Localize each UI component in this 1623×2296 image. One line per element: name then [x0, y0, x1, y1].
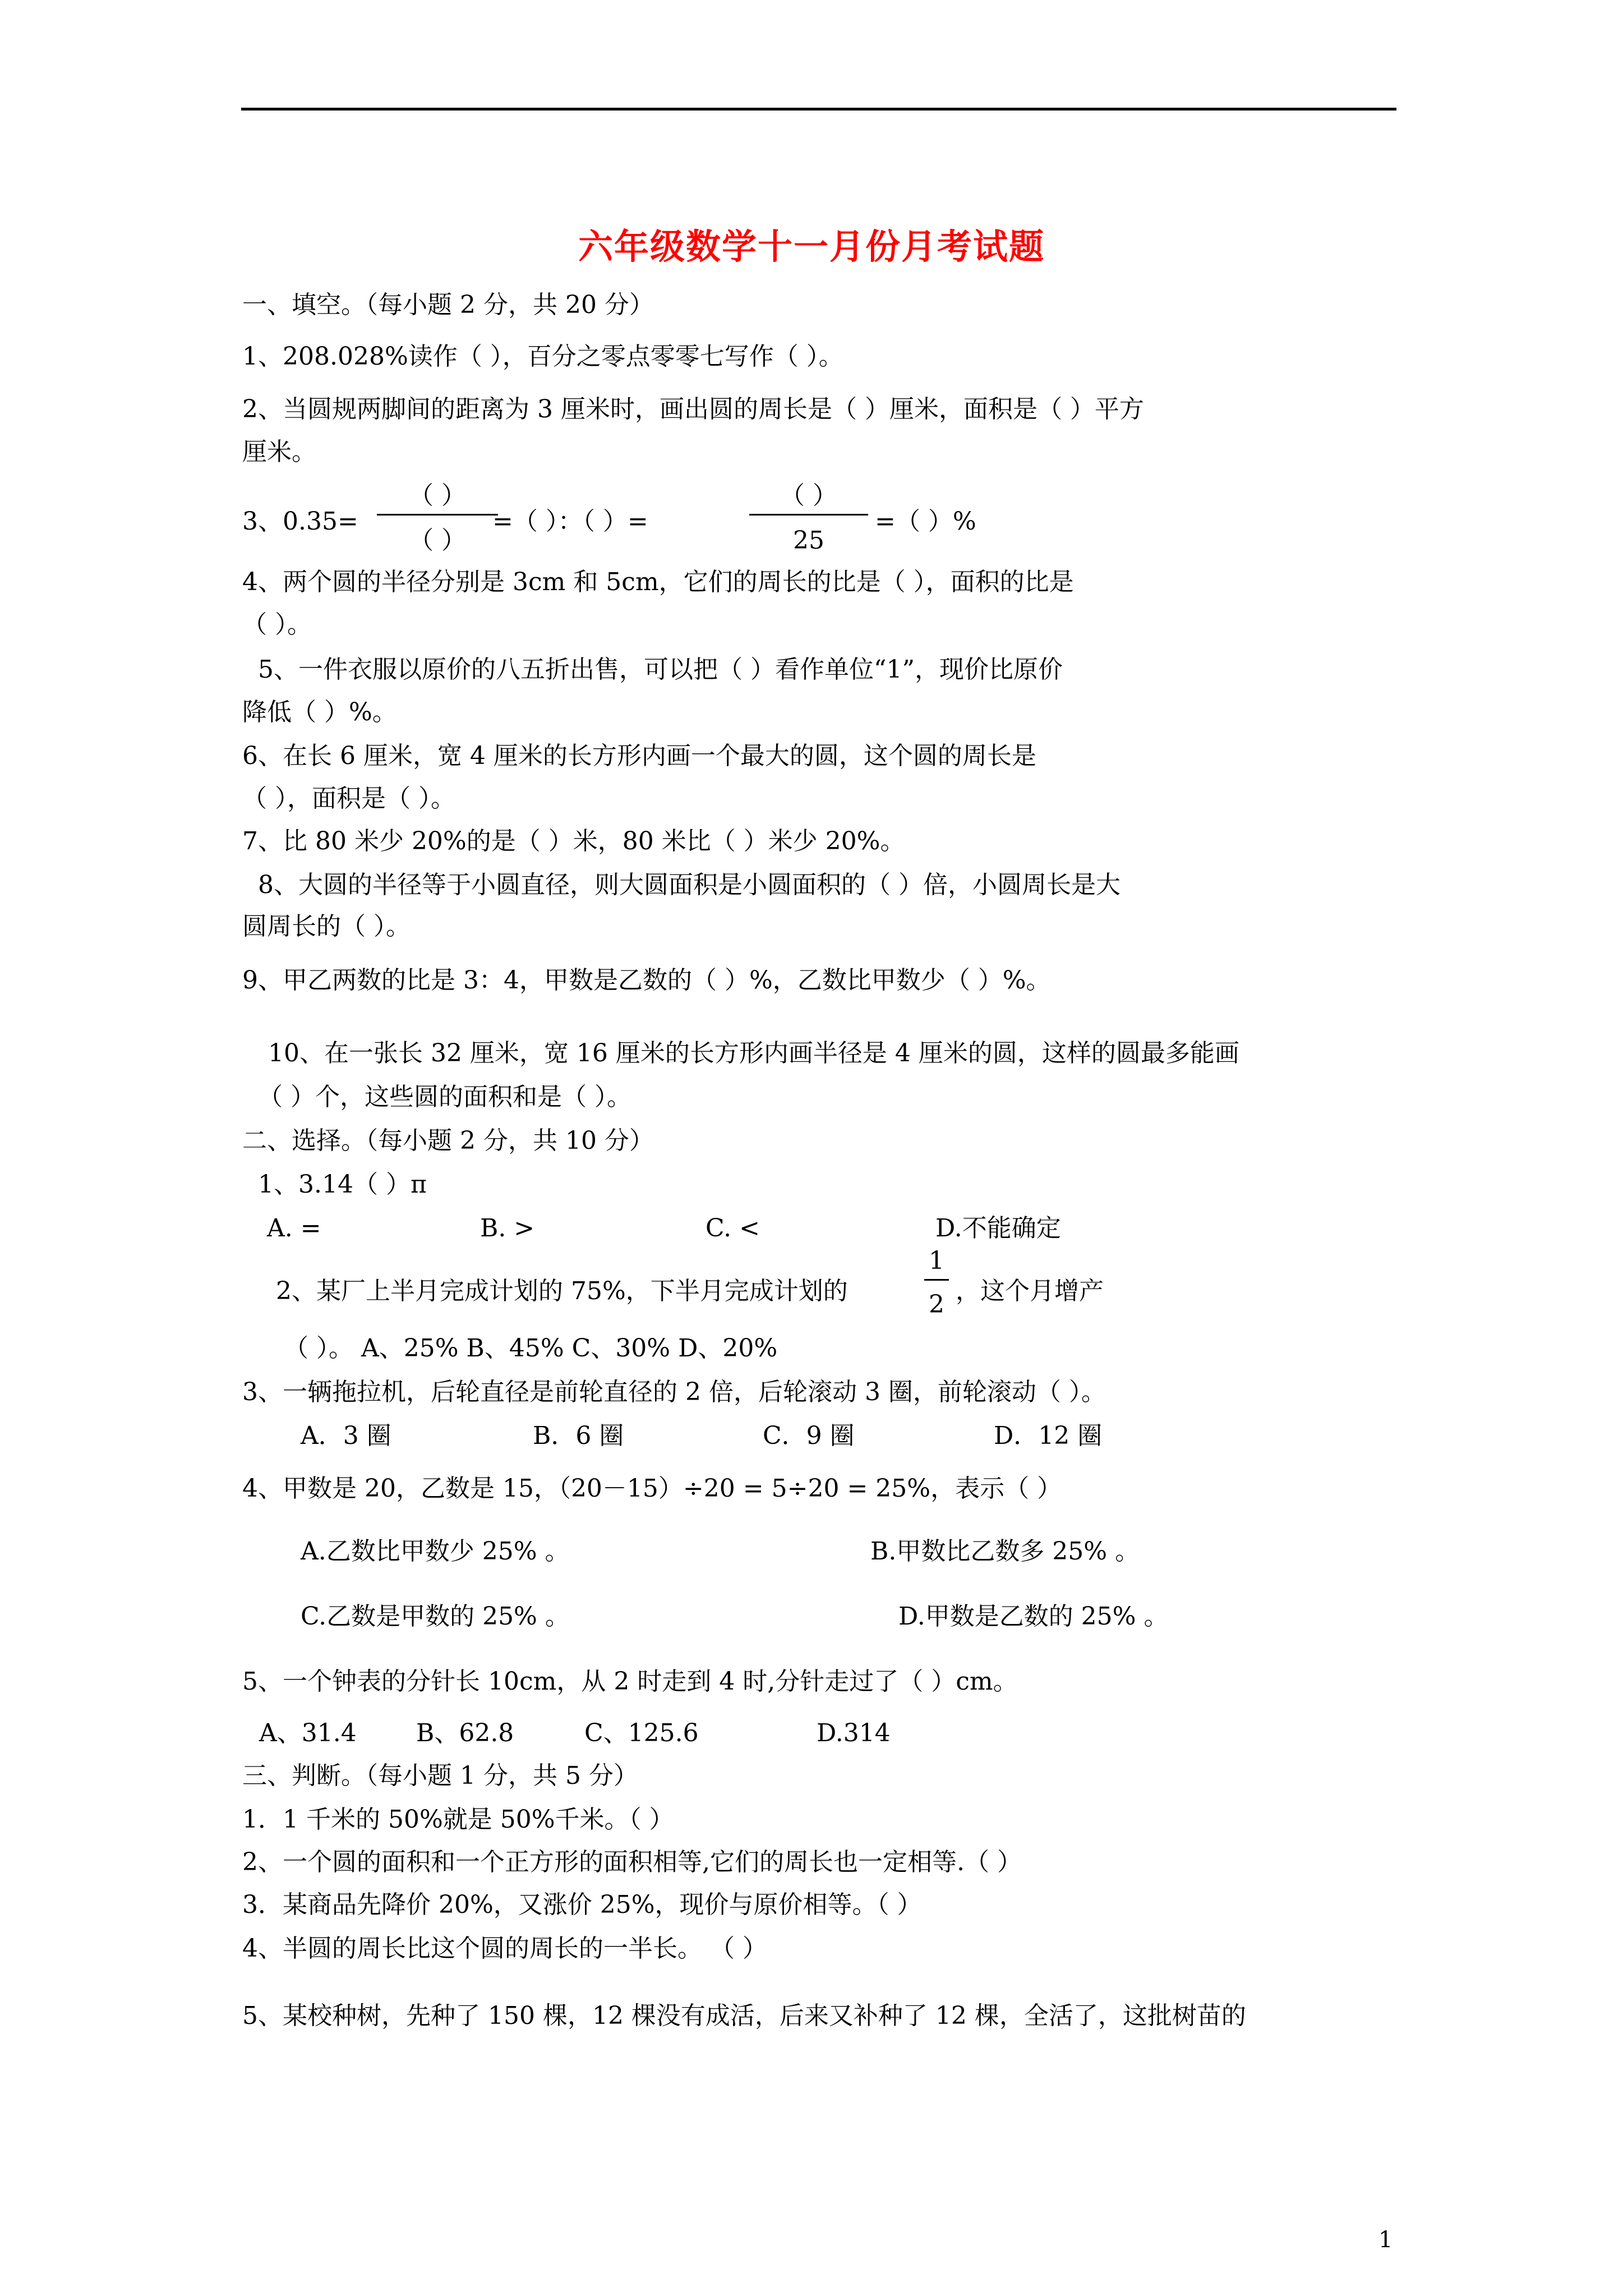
s2-q5-option-a: A、31.4: [259, 1719, 357, 1747]
s1-question-3-middle: =（ ）：（ ）=: [492, 507, 648, 536]
s1-question-3-prefix: 3、0.35=: [242, 507, 358, 536]
q3-fraction1-numerator: （ ）: [409, 481, 466, 510]
s2-q5-option-c: C、125.6: [584, 1719, 699, 1747]
s2-q3-option-c: C．9 圈: [763, 1421, 855, 1450]
q2-fraction-denominator: 2: [929, 1290, 944, 1319]
s1-question-2-cont: 厘米。: [242, 438, 316, 466]
s2-q1-option-d: D.不能确定: [935, 1214, 1061, 1243]
s2-q4-option-d: D.甲数是乙数的 25% 。: [898, 1602, 1169, 1631]
s3-question-4: 4、半圆的周长比这个圆的周长的一半长。 （ ）: [242, 1934, 767, 1963]
s1-question-2: 2、当圆规两脚间的距离为 3 厘米时，画出圆的周长是（ ）厘米，面积是（ ）平方: [242, 395, 1144, 424]
s2-q3-option-b: B．6 圈: [533, 1421, 624, 1450]
s1-question-4-cont: （ ）。: [242, 610, 312, 639]
s1-question-7: 7、比 80 米少 20%的是（ ）米，80 米比（ ）米少 20%。: [242, 827, 905, 855]
s1-question-4: 4、两个圆的半径分别是 3cm 和 5cm，它们的周长的比是（ ），面积的比是: [242, 568, 1074, 596]
s1-question-3-suffix: =（ ）%: [875, 507, 976, 536]
s3-question-1: 1．1 千米的 50%就是 50%千米。（ ）: [242, 1805, 674, 1834]
s2-q4-option-c: C.乙数是甲数的 25% 。: [301, 1602, 570, 1631]
s2-question-3: 3、一辆拖拉机，后轮直径是前轮直径的 2 倍，后轮滚动 3 圈，前轮滚动（ ）。: [242, 1378, 1106, 1406]
s2-question-2-tail: ，这个月增产: [956, 1277, 1104, 1305]
s2-q3-option-a: A．3 圈: [301, 1421, 391, 1450]
q3-fraction2-denominator: 25: [793, 526, 824, 555]
s3-question-3: 3．某商品先降价 20%，又涨价 25%，现价与原价相等。（ ）: [242, 1890, 922, 1919]
s1-question-8-cont: 圆周长的（ ）。: [242, 912, 411, 941]
s2-q1-option-c: C. <: [706, 1214, 760, 1243]
section1-heading: 一、填空。（每小题 2 分，共 20 分）: [242, 291, 654, 319]
s2-question-5: 5、一个钟表的分针长 10cm，从 2 时走到 4 时,分针走过了（ ）cm。: [242, 1667, 1018, 1696]
page-number: 1: [1378, 2227, 1393, 2253]
s3-question-5: 5、某校种树，先种了 150 棵，12 棵没有成活，后来又补种了 12 棵，全活了，这批树苗的: [242, 2001, 1246, 2030]
s1-question-6: 6、在长 6 厘米，宽 4 厘米的长方形内画一个最大的圆，这个圆的周长是: [242, 742, 1036, 770]
s2-q5-option-d: D.314: [817, 1719, 891, 1747]
q3-fraction2-bar: [749, 514, 868, 516]
s1-question-5-cont: 降低（ ）%。: [242, 698, 397, 726]
s1-question-10: 10、在一张长 32 厘米，宽 16 厘米的长方形内画半径是 4 厘米的圆，这样的圆最多能画: [268, 1039, 1239, 1068]
s1-question-1: 1、208.028%读作（ ），百分之零点零零七写作（ ）。: [242, 342, 843, 371]
q2-fraction-bar: [924, 1279, 949, 1281]
s1-question-6-cont: （ ），面积是（ ）。: [242, 784, 455, 813]
s2-q1-option-b: B. >: [480, 1214, 535, 1243]
s2-q3-option-d: D．12 圈: [994, 1421, 1103, 1450]
s2-question-2-options: （ ）。 A、25% B、45% C、30% D、20%: [284, 1334, 778, 1363]
q2-fraction-numerator: 1: [929, 1246, 944, 1275]
header-rule: [241, 108, 1396, 111]
s1-question-9: 9、甲乙两数的比是 3：4，甲数是乙数的（ ）%，乙数比甲数少（ ）%。: [242, 966, 1051, 995]
q3-fraction1-bar: [377, 514, 498, 516]
s1-question-5: 5、一件衣服以原价的八五折出售，可以把（ ）看作单位“1”，现价比原价: [258, 655, 1063, 684]
s2-question-4: 4、甲数是 20，乙数是 15，（20－15）÷20 = 5÷20 = 25%，表示（ ）: [242, 1474, 1062, 1503]
s2-q4-option-a: A.乙数比甲数少 25% 。: [301, 1537, 570, 1566]
q3-fraction1-denominator: （ ）: [409, 526, 466, 555]
section2-heading: 二、选择。（每小题 2 分，共 10 分）: [242, 1126, 654, 1155]
exam-title: 六年级数学十一月份月考试题: [578, 226, 1045, 267]
s3-question-2: 2、一个圆的面积和一个正方形的面积相等,它们的周长也一定相等.（ ）: [242, 1848, 1022, 1876]
s2-q4-option-b: B.甲数比乙数多 25% 。: [870, 1537, 1140, 1566]
s1-question-10-cont: （ ）个，这些圆的面积和是（ ）。: [258, 1083, 631, 1111]
s2-q5-option-b: B、62.8: [416, 1719, 514, 1747]
s2-q1-option-a: A. =: [267, 1214, 321, 1243]
q3-fraction2-numerator: （ ）: [780, 481, 837, 510]
s2-question-1: 1、3.14（ ）π: [258, 1170, 427, 1199]
s2-question-2: 2、某厂上半月完成计划的 75%，下半月完成计划的: [276, 1277, 848, 1305]
section3-heading: 三、判断。（每小题 1 分，共 5 分）: [242, 1761, 638, 1790]
s1-question-8: 8、大圆的半径等于小圆直径，则大圆面积是小圆面积的（ ）倍，小圆周长是大: [258, 871, 1121, 899]
